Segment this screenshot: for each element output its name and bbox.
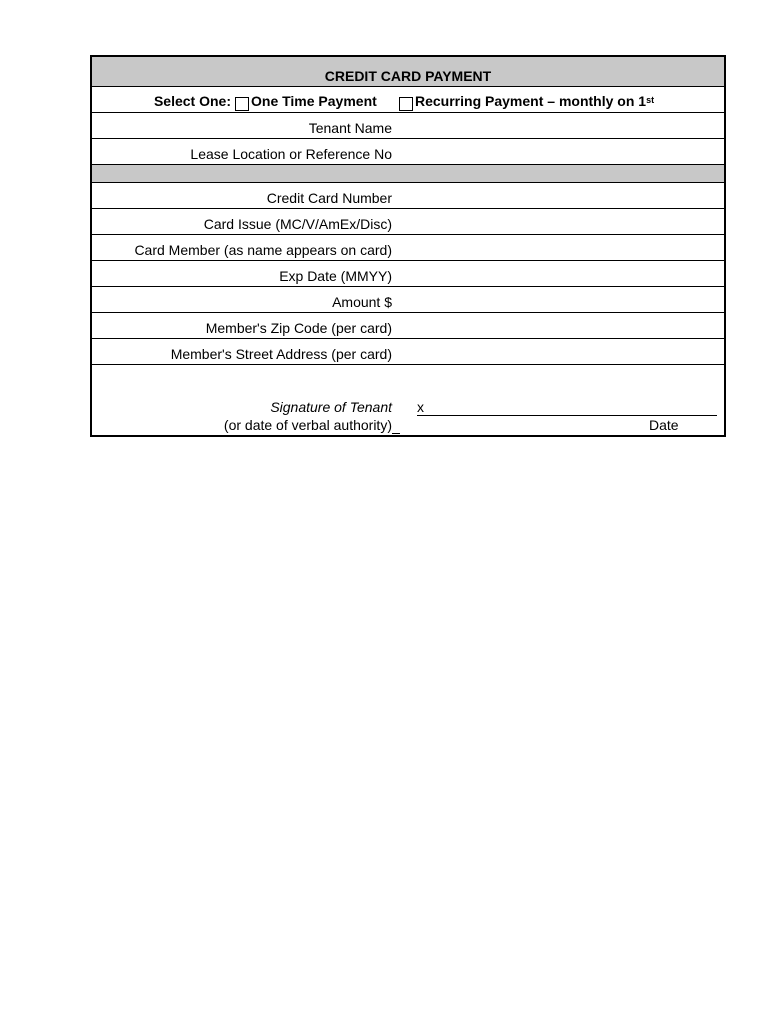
signature-sublabel: (or date of verbal authority): [223, 417, 392, 433]
signature-underline: [392, 433, 400, 434]
signature-row: [92, 365, 724, 435]
recurring-payment-sup: st: [646, 95, 655, 105]
recurring-payment-checkbox[interactable]: [399, 97, 413, 111]
card-issue-row[interactable]: [92, 209, 724, 235]
card-issue-label: Card Issue (MC/V/AmEx/Disc): [203, 216, 392, 232]
zip-code-row[interactable]: [92, 313, 724, 339]
zip-code-label: Member's Zip Code (per card): [205, 320, 392, 336]
form-title: [92, 57, 724, 87]
card-number-row[interactable]: [92, 183, 724, 209]
lease-location-label: Lease Location or Reference No: [190, 146, 392, 162]
lease-location-row[interactable]: [92, 139, 724, 165]
date-label: Date: [649, 417, 679, 433]
amount-label: Amount $: [332, 294, 392, 310]
recurring-payment-text: Recurring Payment – monthly on 1: [415, 93, 647, 109]
credit-card-payment-form: [90, 55, 726, 437]
street-address-label: Member's Street Address (per card): [170, 346, 392, 362]
tenant-name-label: Tenant Name: [308, 120, 392, 136]
exp-date-row[interactable]: [92, 261, 724, 287]
form-title-text: CREDIT CARD PAYMENT: [324, 68, 492, 84]
tenant-name-row[interactable]: [92, 113, 724, 139]
signature-line[interactable]: [417, 399, 717, 416]
recurring-payment-label: [415, 93, 654, 109]
one-time-payment-checkbox[interactable]: [235, 97, 249, 111]
card-member-row[interactable]: [92, 235, 724, 261]
one-time-payment-label: One Time Payment: [251, 93, 377, 109]
amount-row[interactable]: [92, 287, 724, 313]
signature-mark: x: [417, 399, 424, 415]
exp-date-label: Exp Date (MMYY): [279, 268, 392, 284]
payment-type-row: [92, 87, 724, 113]
card-member-label: Card Member (as name appears on card): [134, 242, 392, 258]
signature-label: Signature of Tenant: [270, 399, 392, 415]
section-divider: [92, 165, 724, 183]
card-number-label: Credit Card Number: [266, 190, 392, 206]
street-address-row[interactable]: [92, 339, 724, 365]
select-one-label: Select One:: [153, 93, 231, 109]
